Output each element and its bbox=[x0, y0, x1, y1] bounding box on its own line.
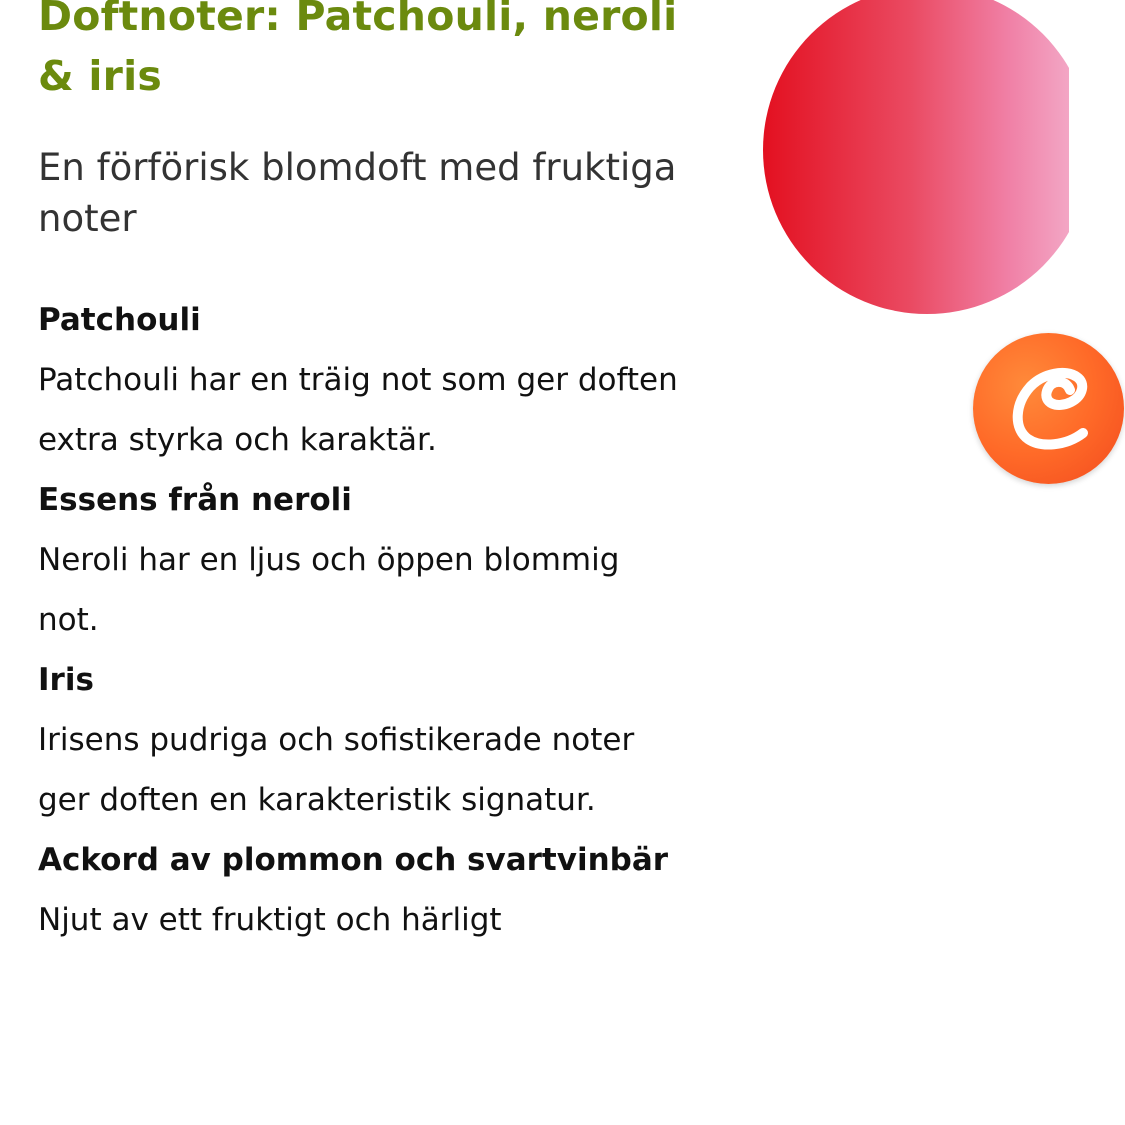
note-heading: Patchouli bbox=[38, 302, 201, 338]
product-description bbox=[38, 0, 678, 950]
chat-button[interactable] bbox=[973, 333, 1124, 484]
chat-c-icon bbox=[973, 333, 1124, 484]
page-subtitle: En förförisk blomdoft med fruktiga noter bbox=[38, 146, 677, 240]
note-text: Neroli har en ljus och öppen blommig not. bbox=[38, 542, 620, 638]
note-item-iris bbox=[38, 650, 678, 830]
note-text: Irisens pudriga och sofistikerade noter ger doften en karakteristik signatur. bbox=[38, 722, 635, 818]
note-heading: Ackord av plommon och svartvinbär bbox=[38, 842, 669, 878]
page-title: Doftnoter: Patchouli, neroli & iris bbox=[38, 0, 678, 100]
note-heading: Essens från neroli bbox=[38, 482, 352, 518]
note-item-neroli bbox=[38, 470, 678, 650]
gradient-circle-decoration bbox=[763, 0, 1091, 314]
note-item-patchouli bbox=[38, 290, 678, 470]
scent-notes-list bbox=[38, 290, 678, 950]
note-heading: Iris bbox=[38, 662, 94, 698]
note-text: Patchouli har en träig not som ger doften extra styrka och karaktär. bbox=[38, 362, 678, 458]
note-item-plum-blackcurrant bbox=[38, 830, 678, 950]
note-text: Njut av ett fruktigt och härligt bbox=[38, 902, 502, 938]
